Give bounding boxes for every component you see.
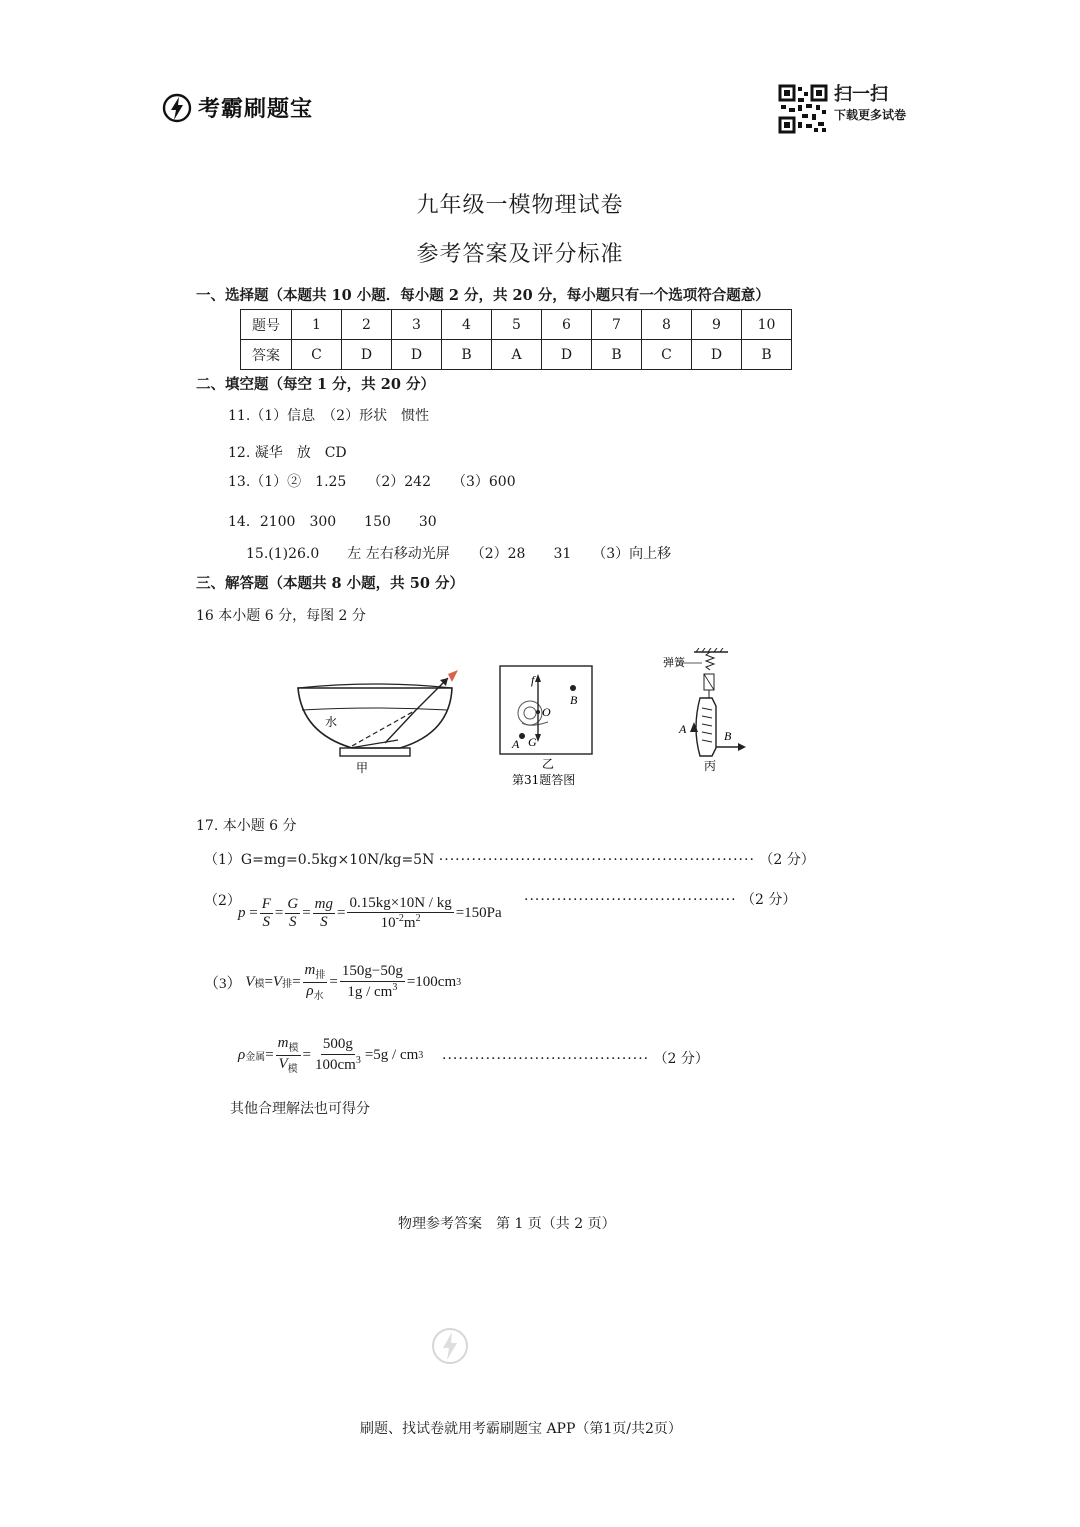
table-cell: 6 [542,310,592,340]
q17-part1 [204,849,815,869]
table-cell: A [492,340,542,370]
answer-q12: 12. 凝华 放 CD [228,445,347,461]
water-label: 水 [325,715,338,729]
q17-part3-eq: （3） V 模 = V 排 = $m_排$ $\rho_水$ = $\frac{150g-50g}{1g / cm^3}$ =100cm 3 [204,962,462,1002]
q17-part2-label: （2） [204,893,241,909]
section2-heading: 二、填空题（每空 1 分，共 20 分） [196,376,435,393]
table-row-answers [241,340,792,370]
B-label-bing: B [724,729,732,743]
qr-title: 扫一扫 [834,84,888,105]
page-title: 九年级一模物理试卷 [416,193,624,218]
score-label: （2 分） [653,1051,709,1067]
fig-bing-label: 丙 [704,759,717,773]
B-label-yi: B [570,693,578,707]
brand-name: 考霸刷题宝 [198,97,314,122]
table-cell: 8 [642,310,692,340]
qr-code-icon [778,84,828,134]
bowl-diagram [298,670,458,775]
table-cell-label: 题号 [241,310,292,340]
fig-yi-label: 乙 [542,757,555,771]
page-subtitle: 参考答案及评分标准 [416,242,624,267]
score-label: （2 分） [741,892,797,908]
answer-q14: 14．2100 300 150 30 [228,514,437,530]
table-cell: 2 [342,310,392,340]
q16-figures [290,648,750,798]
q17-part4-eq: ρ 金属 = $m_模$ $V_模$ = $\frac{500g}{100cm^3}$ =5g / cm 3 [238,1035,424,1075]
spring-label: 弹簧 [663,656,685,669]
table-cell: 10 [742,310,792,340]
q17-part2-result: =150Pa [455,905,502,922]
q17-part4-result: =5g / cm [364,1046,419,1063]
force-diagram [500,666,592,787]
q17-part2-eq: p = F S = G S = mg S = $\frac{0.15kg\times 10N / kg}{10^{-2}m^2}$ =150Pa [238,895,502,932]
fig-jia-label: 甲 [356,761,369,775]
table-cell: C [642,340,692,370]
answer-q17-header: 17. 本小题 6 分 [196,818,297,834]
A-label-yi: A [512,737,520,751]
G-label: G [528,735,537,749]
table-cell: 7 [592,310,642,340]
answer-q11: 11.（1）信息 （2）形状 惯性 [228,408,430,424]
lightning-logo-icon [162,93,192,123]
dot-leader: ·························································· [438,852,755,868]
answer-table [240,309,792,370]
qr-subtitle: 下载更多试卷 [834,108,907,122]
table-cell: B [742,340,792,370]
table-cell: 5 [492,310,542,340]
table-cell: 3 [392,310,442,340]
table-cell-label: 答案 [241,340,292,370]
q17-part3-label: （3） [204,975,242,992]
score-label: （2 分） [759,852,815,868]
q17-part1-eq: （1）G=mg=0.5kg×10N/kg=5N [204,852,435,868]
fig-caption: 第31题答图 [512,773,576,787]
electromagnet-diagram [663,648,746,773]
page-number: 物理参考答案 第 1 页（共 2 页） [398,1216,616,1232]
brand-logo [162,92,313,123]
dot-leader: ······································· [524,892,737,908]
table-cell: D [342,340,392,370]
A-label-bing: A [679,722,687,736]
answer-q13: 13.（1）② 1.25 （2）242 （3）600 [228,474,516,490]
section1-heading: 一、选择题（本题共 10 小题．每小题 2 分，共 20 分，每小题只有一个选项符合题意） [196,287,770,304]
answer-q16-header: 16 本小题 6 分，每图 2 分 [196,608,366,624]
table-cell: C [292,340,342,370]
table-cell: 9 [692,310,742,340]
section3-heading: 三、解答题（本题共 8 小题，共 50 分） [196,575,464,592]
table-cell: D [392,340,442,370]
dot-leader: ······································ [442,1051,650,1067]
app-footer: 刷题、找试卷就用考霸刷题宝 APP（第1页/共2页） [360,1421,682,1437]
table-cell: 1 [292,310,342,340]
table-cell: B [592,340,642,370]
O-label: O [542,705,551,719]
table-cell: 4 [442,310,492,340]
f-label: f [531,673,535,687]
table-cell: D [542,340,592,370]
answer-q15: 15.(1)26.0 左 左右移动光屏 （2）28 31 （3）向上移 [246,546,672,562]
note-text: 其他合理解法也可得分 [230,1101,370,1117]
q17-part4-score [442,1048,709,1068]
table-cell: B [442,340,492,370]
watermark-logo-icon [430,1326,470,1366]
q17-part3-result: =100cm [406,973,457,990]
q17-part2-score [524,889,796,909]
table-cell: D [692,340,742,370]
table-row-numbers [241,310,792,340]
qr-text [834,84,906,124]
qr-download[interactable] [778,84,906,134]
